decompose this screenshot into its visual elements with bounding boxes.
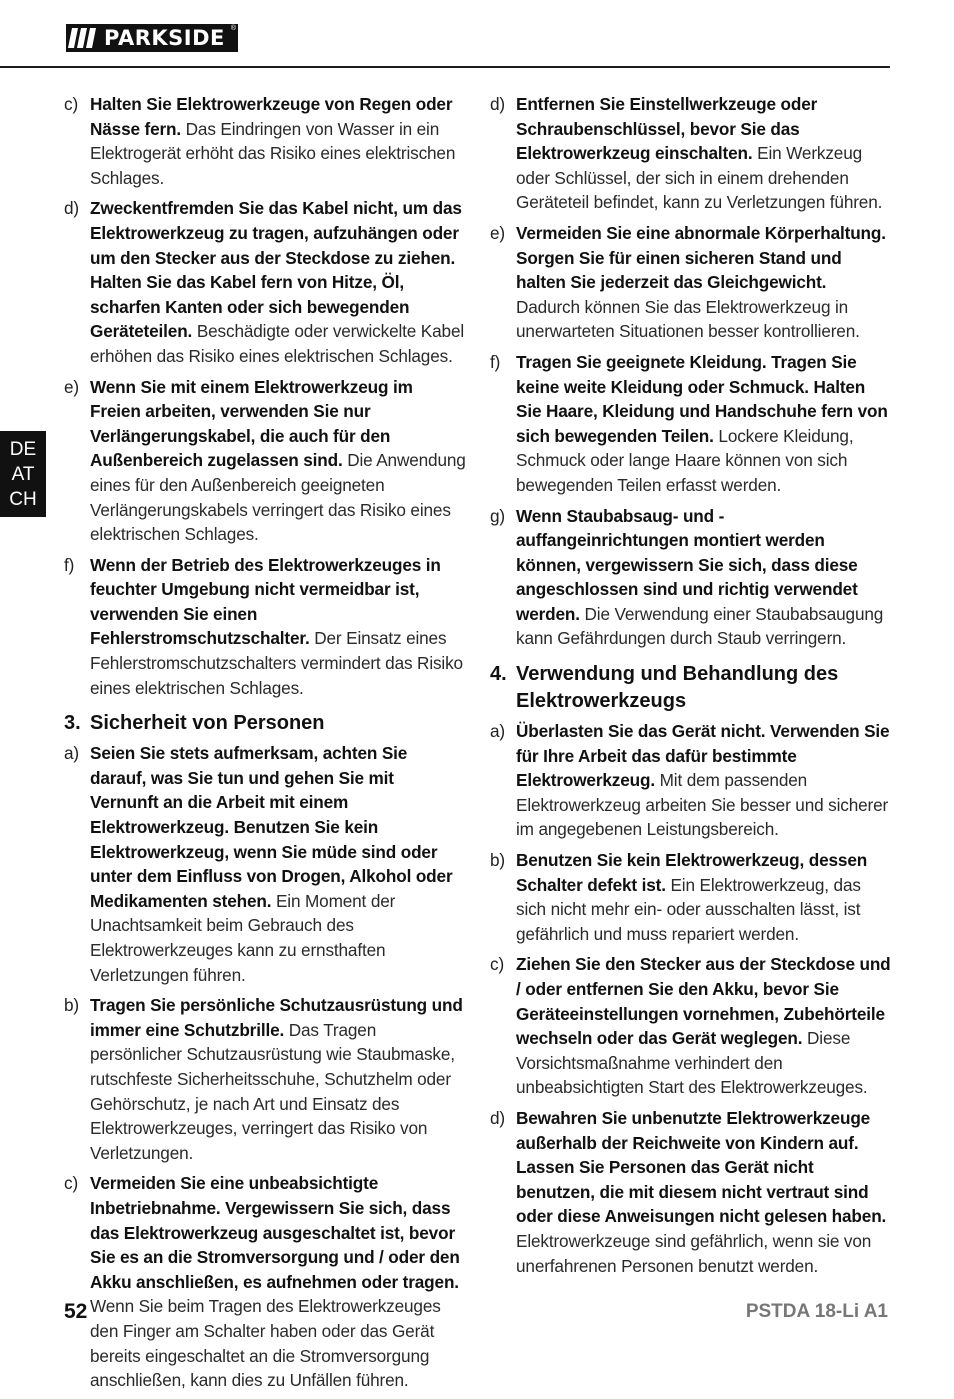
list-item <box>490 848 892 946</box>
item-text <box>516 848 892 946</box>
right-column <box>490 92 892 1284</box>
item-bold-text: Entfernen Sie Einstellwerkzeuge oder Schraubenschlüssel, bevor Sie das Elektrowerkzeug einschalten. <box>516 94 818 164</box>
item-text <box>90 196 466 368</box>
item-label: g) <box>490 505 505 526</box>
left-column <box>64 92 466 1399</box>
list-item <box>490 719 892 842</box>
list-item <box>64 92 466 190</box>
list-item <box>490 1106 892 1278</box>
item-text <box>90 741 466 987</box>
list-item <box>490 221 892 344</box>
list-item <box>490 952 892 1100</box>
item-normal-text: Beschädigte oder verwickelte Kabel erhöhen das Risiko eines elektrischen Schlages. <box>90 321 465 366</box>
list-item <box>64 993 466 1165</box>
item-label: f) <box>64 554 75 575</box>
item-text <box>516 221 892 344</box>
section-number: 3. <box>64 712 81 735</box>
language-code: CH <box>9 488 37 510</box>
item-normal-text: Ein Elektrowerkzeug, das sich nicht mehr ein- oder ausschalten lässt, ist gefährlich und muss repariert werden. <box>516 874 861 944</box>
registered-mark: ® <box>230 25 236 32</box>
section-number: 4. <box>490 663 507 686</box>
item-text <box>516 1106 892 1278</box>
section-heading <box>64 710 466 737</box>
list-item <box>64 553 466 701</box>
list-item <box>64 196 466 368</box>
item-normal-text: Elektrowerkzeuge sind gefährlich, wenn sie von unerfahrenen Personen benutzt werden. <box>516 1230 872 1276</box>
item-text <box>90 375 466 547</box>
item-bold-text: Tragen Sie persönliche Schutzausrüstung und immer eine Schutzbrille. <box>90 995 463 1040</box>
item-normal-text: Die Anwendung eines für den Außenbereich geeigneten Verlängerungskabels verringert das Risiko eines elektrischen Schlages. <box>90 450 466 545</box>
item-normal-text: Der Einsatz eines Fehlerstromschutzschalters vermindert das Risiko eines elektrischen Schlages. <box>90 628 463 698</box>
section-heading <box>490 661 892 715</box>
item-label: b) <box>64 995 79 1016</box>
header-rule <box>0 66 890 68</box>
item-label: f) <box>490 351 501 372</box>
item-label: c) <box>64 1173 79 1194</box>
item-text <box>516 350 892 498</box>
item-label: e) <box>64 376 79 397</box>
item-label: d) <box>64 198 79 219</box>
item-bold-text: Tragen Sie geeignete Kleidung. Tragen Sie keine weite Kleidung oder Schmuck. Halten Sie Haare, Kleidung und Handschuhe fern von sich bewegenden Teilen. <box>516 351 888 446</box>
list-item <box>64 375 466 547</box>
section-title: Verwendung und Behandlung des Elektrowerkzeugs <box>516 663 839 713</box>
item-normal-text: Dadurch können Sie das Elektrowerkzeug in unerwarteten Situationen besser kontrollieren. <box>516 296 860 342</box>
item-normal-text: Mit dem passenden Elektrowerkzeug arbeiten Sie besser und sicherer im angegebenen Leistungsbereich. <box>516 770 889 840</box>
item-label: d) <box>490 1107 505 1128</box>
item-text <box>516 719 892 842</box>
logo-text: PARKSIDE <box>104 26 225 50</box>
item-bold-text: Wenn der Betrieb des Elektrowerkzeuges in feuchter Umgebung nicht vermeidbar ist, verwenden Sie einen Fehlerstromschutzschalter. <box>90 554 441 649</box>
item-normal-text: Ein Moment der Unachtsamkeit beim Gebrauch des Elektrowerkzeuges kann zu ernsthaften Verletzungen führen. <box>90 890 396 985</box>
item-label: b) <box>490 850 505 871</box>
item-text <box>90 993 466 1165</box>
list-item <box>490 350 892 498</box>
item-bold-text: Bewahren Sie unbenutzte Elektrowerkzeuge außerhalb der Reichweite von Kindern auf. Lassen Sie Personen das Gerät nicht benutzen, die mit diesem nicht vertraut sind oder diese Anweisungen nicht gelesen haben. <box>516 1107 887 1227</box>
page-number: 52 <box>64 1300 88 1323</box>
list-item <box>490 92 892 215</box>
item-label: e) <box>490 222 505 243</box>
item-bold-text: Wenn Sie mit einem Elektrowerkzeug im Freien arbeiten, verwenden Sie nur Verlängerungskabel, die auch für den Außenbereich zugelassen sind. <box>90 376 413 471</box>
item-label: c) <box>64 94 79 114</box>
logo-stripes-icon <box>66 24 102 52</box>
item-text <box>90 553 466 701</box>
item-bold-text: Überlasten Sie das Gerät nicht. Verwenden Sie für Ihre Arbeit das dafür bestimmte Elektrowerkzeug. <box>516 721 890 791</box>
language-code: AT <box>11 463 35 485</box>
item-label: a) <box>490 721 505 742</box>
item-normal-text: Diese Vorsichtsmaßnahme verhindert den unbeabsichtigten Start des Elektrowerkzeuges. <box>516 1028 868 1098</box>
item-text <box>516 92 892 215</box>
language-tab <box>0 431 46 517</box>
item-normal-text: Ein Werkzeug oder Schlüssel, der sich in einem drehenden Geräteteil befindet, kann zu Verletzungen führen. <box>516 143 883 213</box>
item-bold-text: Vermeiden Sie eine abnormale Körperhaltung. Sorgen Sie für einen sicheren Stand und halten Sie jederzeit das Gleichgewicht. <box>516 222 886 293</box>
item-text <box>90 92 466 190</box>
section-title: Sicherheit von Personen <box>90 712 325 735</box>
language-code: DE <box>9 438 37 460</box>
item-text <box>90 1171 466 1392</box>
parkside-logo <box>66 24 238 52</box>
item-normal-text: Die Verwendung einer Staubabsaugung kann Gefährdungen durch Staub verringern. <box>516 603 884 649</box>
item-normal-text: Lockere Kleidung, Schmuck oder lange Haare können von sich bewegenden Teilen erfasst werden. <box>516 425 854 495</box>
item-bold-text: Benutzen Sie kein Elektrowerkzeug, dessen Schalter defekt ist. <box>516 850 868 895</box>
item-normal-text: Wenn Sie beim Tragen des Elektrowerkzeuges den Finger am Schalter haben oder das Gerät bereits eingeschaltet an die Stromversorgung anschließen, kann dies zu Unfällen führen. <box>90 1296 441 1391</box>
item-text <box>516 952 892 1100</box>
item-bold-text: Seien Sie stets aufmerksam, achten Sie darauf, was Sie tun und gehen Sie mit Vernunft an die Arbeit mit einem Elektrowerkzeug. Benutzen Sie kein Elektrowerkzeug, wenn Sie müde sind oder unter dem Einfluss von Drogen, Alkohol oder Medikamenten stehen. <box>90 743 453 911</box>
item-label: d) <box>490 94 505 114</box>
item-normal-text: Das Tragen persönlicher Schutzausrüstung wie Staubmaske, rutschfeste Sicherheitsschuhe, Schutzhelm oder Gehörschutz, je nach Art und Einsatz des Elektrowerkzeuges, verringert das Risiko von Verletzungen. <box>90 1019 455 1163</box>
item-bold-text: Zweckentfremden Sie das Kabel nicht, um das Elektrowerkzeug zu tragen, aufzuhängen oder um den Stecker aus der Steckdose zu ziehen. Halten Sie das Kabel fern von Hitze, Öl, scharfen Kanten oder sich bewegenden Geräteteilen. <box>90 198 462 342</box>
list-item <box>64 741 466 987</box>
item-bold-text: Ziehen Sie den Stecker aus der Steckdose und / oder entfernen Sie den Akku, bevor Sie Geräteeinstellungen vornehmen, Zubehörteile wechseln oder das Gerät weglegen. <box>516 954 891 1049</box>
item-label: c) <box>490 954 505 975</box>
item-label: a) <box>64 743 79 764</box>
item-bold-text: Vermeiden Sie eine unbeabsichtigte Inbetriebnahme. Vergewissern Sie sich, dass das Elektrowerkzeug ausgeschaltet ist, bevor Sie es an die Stromversorgung und / oder den Akku anschließen, es aufnehmen oder tragen. <box>90 1173 460 1292</box>
list-item <box>490 504 892 652</box>
item-text <box>516 504 892 652</box>
item-bold-text: Wenn Staubabsaug- und -auffangeinrichtungen montiert werden können, vergewissern Sie sich, dass diese angeschlossen sind und richtig verwendet werden. <box>516 505 858 624</box>
item-normal-text: Das Eindringen von Wasser in ein Elektrogerät erhöht das Risiko eines elektrischen Schlages. <box>90 118 456 188</box>
list-item <box>64 1171 466 1392</box>
item-bold-text: Halten Sie Elektrowerkzeuge von Regen oder Nässe fern. <box>90 94 453 139</box>
model-name: PSTDA 18-Li A1 <box>745 1301 888 1322</box>
